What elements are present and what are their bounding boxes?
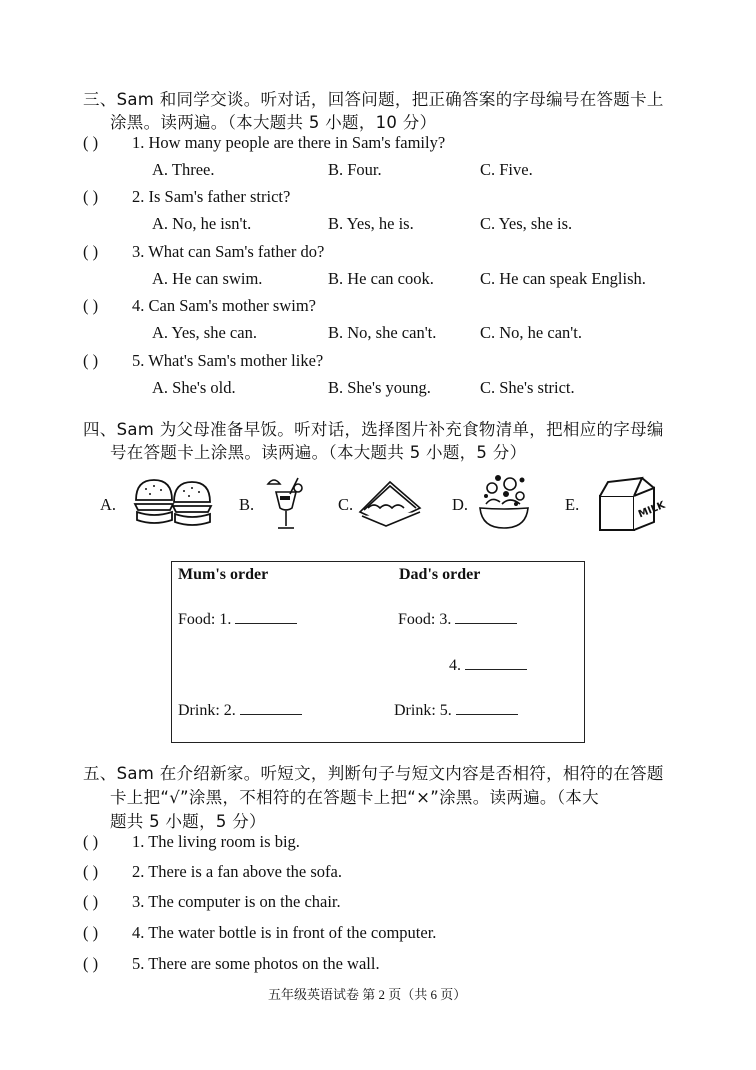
picture-letter-a: A. <box>100 495 117 514</box>
answer-blank-3[interactable] <box>455 611 517 624</box>
dad-food-label-2: 4. <box>449 657 461 674</box>
option-c: C. She's strict. <box>480 378 575 397</box>
picture-letter-c: C. <box>338 495 354 514</box>
option-a: A. Three. <box>152 160 215 179</box>
picture-letter-e: E. <box>565 495 580 514</box>
option-a: A. No, he isn't. <box>152 214 252 233</box>
answer-blank-1[interactable] <box>235 611 297 624</box>
statement-text: 1. The living room is big. <box>132 832 300 851</box>
section5-heading-line2: 卡上把“√”涂黑，不相符的在答题卡上把“×”涂黑。读两遍。（本大 <box>110 788 599 807</box>
option-c: C. He can speak English. <box>480 269 646 288</box>
statement-text: 5. There are some photos on the wall. <box>132 954 380 973</box>
dad-drink-label: Drink: 5. <box>394 702 452 719</box>
answer-paren[interactable]: ( ) <box>83 187 99 206</box>
option-a: A. Yes, she can. <box>152 323 257 342</box>
picture-letter-d: D. <box>452 495 469 514</box>
answer-paren[interactable]: ( ) <box>83 892 99 911</box>
option-c: C. Yes, she is. <box>480 214 573 233</box>
milk-carton-icon <box>596 476 667 532</box>
salad-icon <box>476 472 532 532</box>
section3-heading-line1: 三、Sam 和同学交谈。听对话，回答问题，把正确答案的字母编号在答题卡上 <box>83 90 664 109</box>
answer-paren[interactable]: ( ) <box>83 923 99 942</box>
picture-letter-b: B. <box>239 495 255 514</box>
option-b: B. She's young. <box>328 378 431 397</box>
hamburgers-icon <box>132 476 214 532</box>
juice-drink-icon <box>262 474 308 532</box>
answer-blank-2[interactable] <box>240 702 302 715</box>
answer-paren[interactable]: ( ) <box>83 832 99 851</box>
option-b: B. He can cook. <box>328 269 434 288</box>
statement-text: 2. There is a fan above the sofa. <box>132 862 342 881</box>
mum-food-label: Food: 1. <box>178 611 232 628</box>
answer-blank-5[interactable] <box>456 702 518 715</box>
option-c: C. No, he can't. <box>480 323 582 342</box>
section4-heading-line1: 四、Sam 为父母准备早饭。听对话，选择图片补充食物清单，把相应的字母编 <box>83 420 664 439</box>
page-footer: 五年级英语试卷 第 2 页（共 6 页） <box>268 987 467 1002</box>
section3-heading-line2: 涂黑。读两遍。（本大题共 5 小题，10 分） <box>110 113 437 132</box>
answer-blank-4[interactable] <box>465 657 527 670</box>
answer-paren[interactable]: ( ) <box>83 296 99 315</box>
mum-food-row <box>178 611 297 629</box>
mum-drink-label: Drink: 2. <box>178 702 236 719</box>
question-text: 5. What's Sam's mother like? <box>132 351 324 370</box>
dad-order-title: Dad's order <box>399 566 481 583</box>
option-c: C. Five. <box>480 160 533 179</box>
order-table <box>171 561 585 743</box>
question-text: 3. What can Sam's father do? <box>132 242 325 261</box>
answer-paren[interactable]: ( ) <box>83 351 99 370</box>
milk-carton-label: MILK <box>636 499 667 521</box>
option-a: A. He can swim. <box>152 269 263 288</box>
question-text: 2. Is Sam's father strict? <box>132 187 291 206</box>
question-text: 4. Can Sam's mother swim? <box>132 296 316 315</box>
answer-paren[interactable]: ( ) <box>83 862 99 881</box>
answer-paren[interactable]: ( ) <box>83 242 99 261</box>
section5-heading-line3: 题共 5 小题，5 分） <box>110 812 266 831</box>
statement-text: 3. The computer is on the chair. <box>132 892 341 911</box>
option-b: B. Yes, he is. <box>328 214 414 233</box>
dad-drink-row <box>394 702 518 720</box>
dad-food-label: Food: 3. <box>398 611 452 628</box>
mum-order-title: Mum's order <box>178 566 269 583</box>
question-text: 1. How many people are there in Sam's family? <box>132 133 446 152</box>
dad-food-row <box>398 611 517 629</box>
sandwich-icon <box>356 478 424 528</box>
option-b: B. No, she can't. <box>328 323 437 342</box>
section5-heading-line1: 五、Sam 在介绍新家。听短文，判断句子与短文内容是否相符，相符的在答题 <box>83 764 664 783</box>
option-b: B. Four. <box>328 160 382 179</box>
dad-food-row-2 <box>449 657 527 675</box>
mum-drink-row <box>178 702 302 720</box>
statement-text: 4. The water bottle is in front of the computer. <box>132 923 437 942</box>
answer-paren[interactable]: ( ) <box>83 954 99 973</box>
answer-paren[interactable]: ( ) <box>83 133 99 152</box>
option-a: A. She's old. <box>152 378 236 397</box>
section4-heading-line2: 号在答题卡上涂黑。读两遍。（本大题共 5 小题，5 分） <box>110 443 527 462</box>
